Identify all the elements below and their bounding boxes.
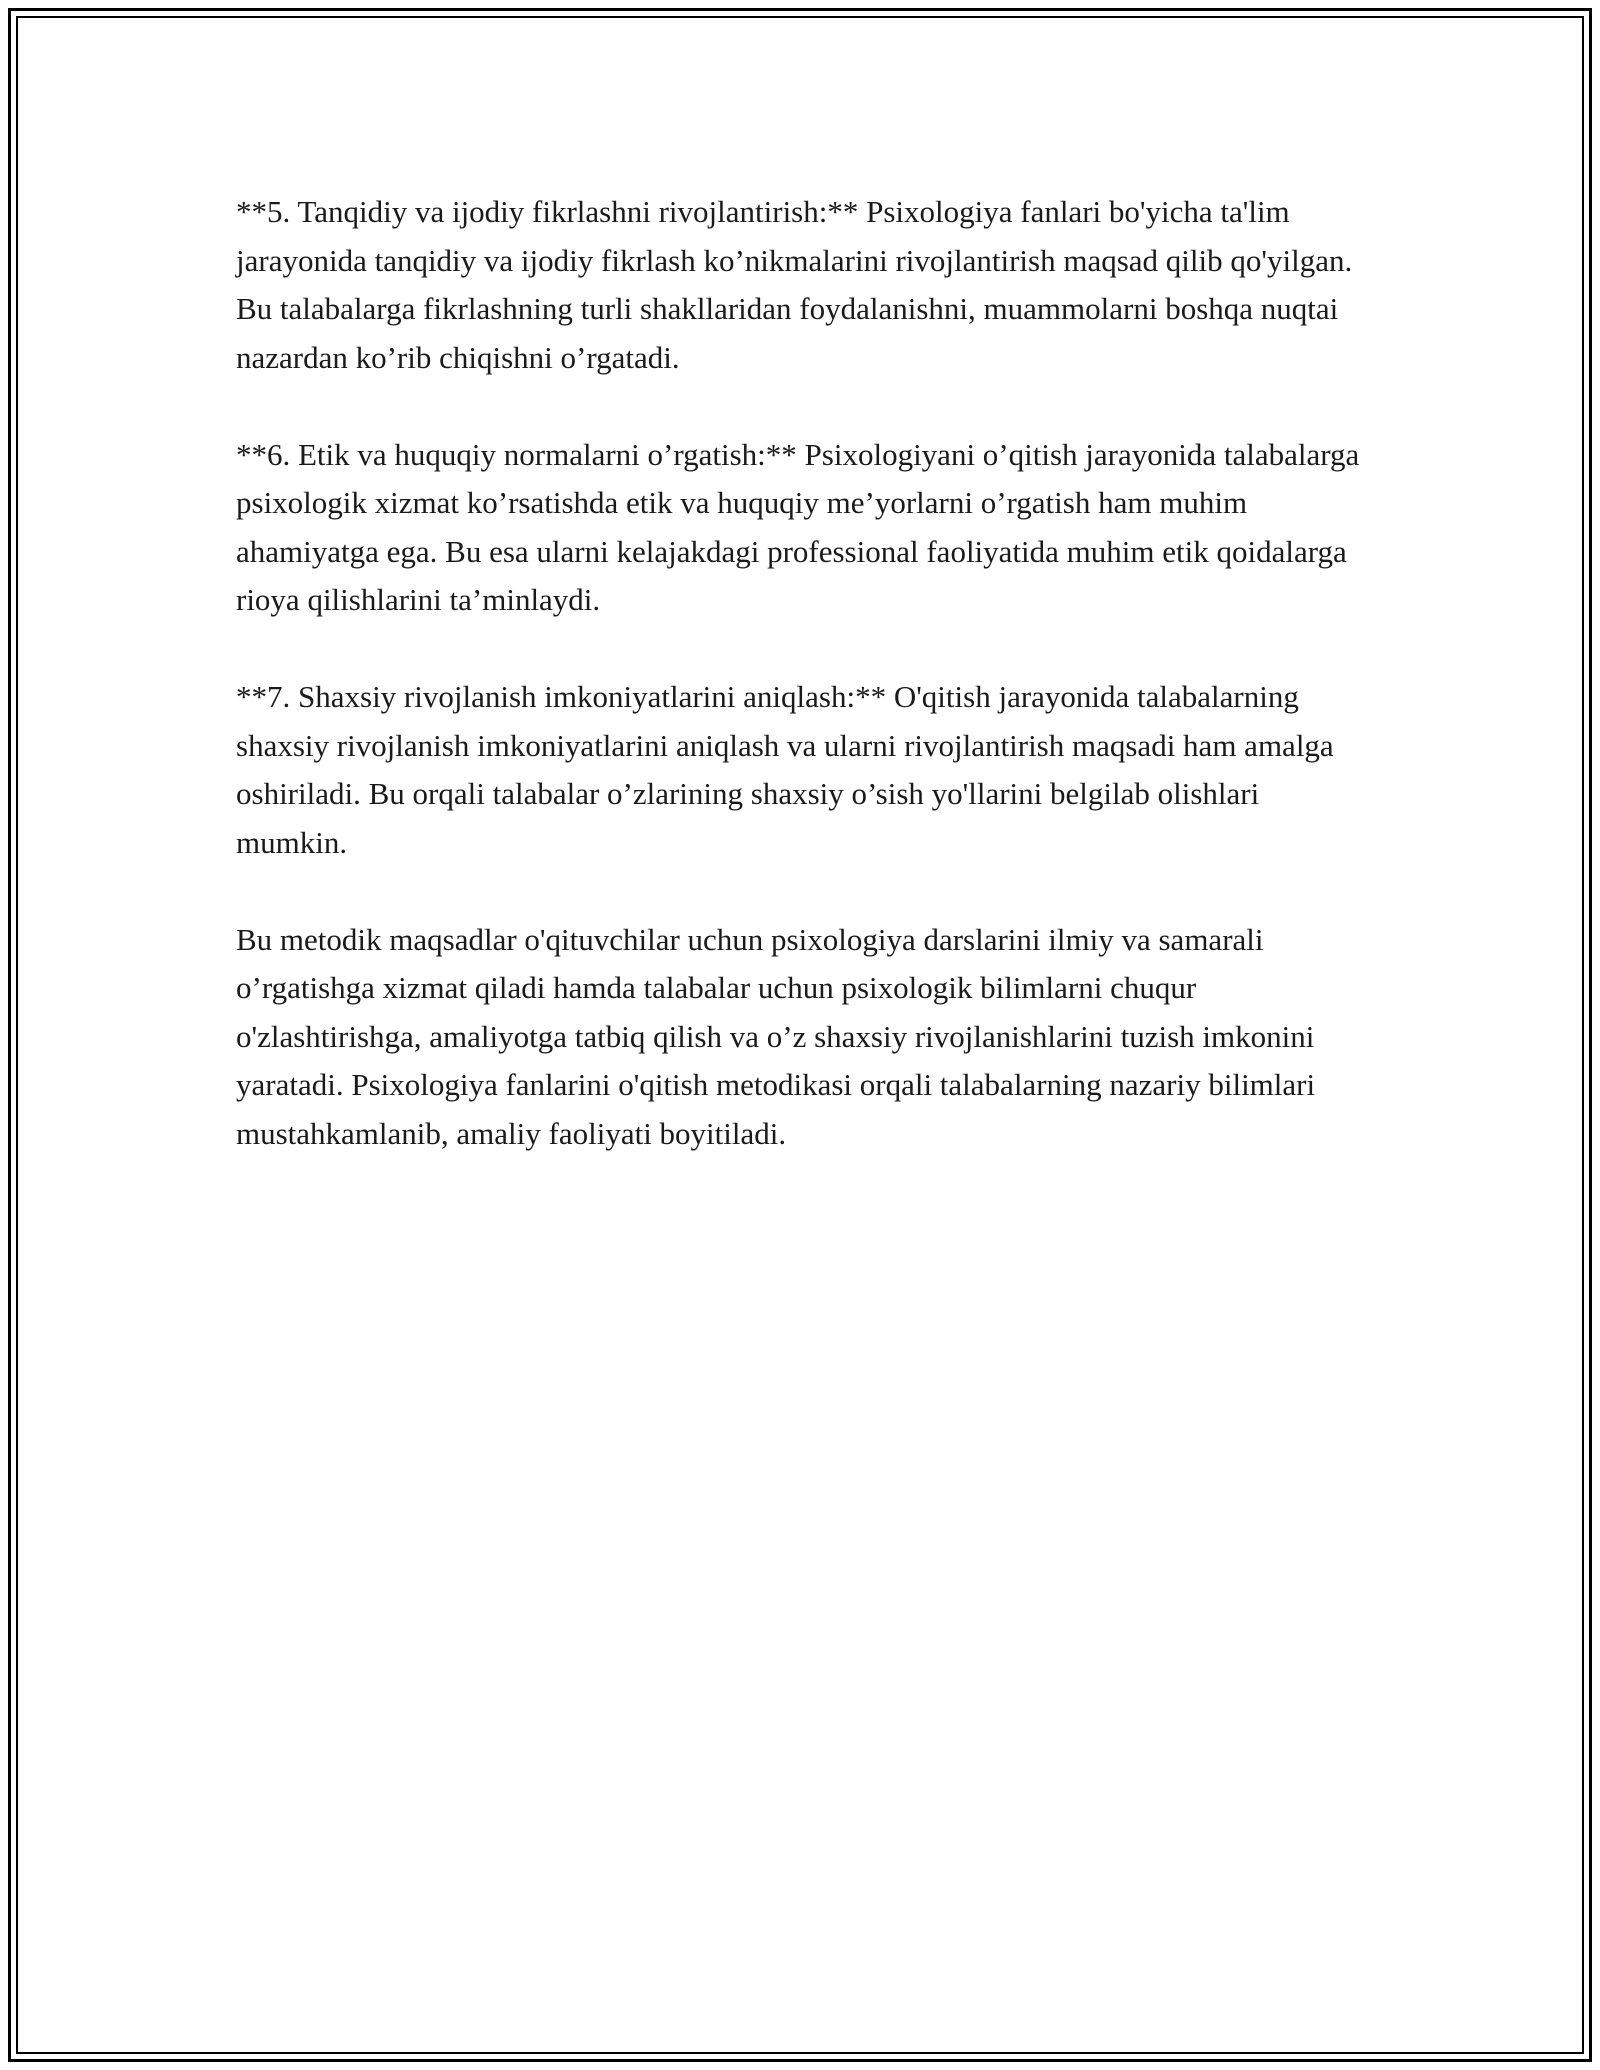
document-body — [236, 188, 1376, 1207]
paragraph-critical-thinking: **5. Tanqidiy va ijodiy fikrlashni rivojlantirish:** Psixologiya fanlari bo'yicha ta'lim jarayonida tanqidiy va ijodiy fikrlash ko’nikmalarini rivojlantirish maqsad qilib qo'yilgan. Bu talabalarga fikrlashning turli shakllaridan foydalanishni, muammolarni boshqa nuqtai nazardan ko’rib chiqishni o’rgatadi. — [236, 194, 1353, 375]
paragraph-personal-development: **7. Shaxsiy rivojlanish imkoniyatlarini aniqlash:** O'qitish jarayonida talabalarning shaxsiy rivojlanish imkoniyatlarini aniqlash va ularni rivojlantirish maqsadi ham amalga oshiriladi. Bu orqali talabalar o’zlarining shaxsiy o’sish yo'llarini belgilab olishlari mumkin. — [236, 679, 1334, 860]
paragraph-conclusion: Bu metodik maqsadlar o'qituvchilar uchun psixologiya darslarini ilmiy va samarali o’rgatishga xizmat qiladi hamda talabalar uchun psixologik bilimlarni chuqur o'zlashtirishga, amaliyotga tatbiq qilish va o’z shaxsiy rivojlanishlarini tuzish imkonini yaratadi. Psixologiya fanlarini o'qitish metodikasi orqali talabalarning nazariy bilimlari mustahkamlanib, amaliy faoliyati boyitiladi. — [236, 921, 1316, 1151]
paragraph-ethics-norms: **6. Etik va huquqiy normalarni o’rgatish:** Psixologiyani o’qitish jarayonida talabalarga psixologik xizmat ko’rsatishda etik va huquqiy me’yorlarni o’rgatish ham muhim ahamiyatga ega. Bu esa ularni kelajakdagi professional faoliyatida muhim etik qoidalarga rioya qilishlarini ta’minlaydi. — [236, 436, 1360, 617]
